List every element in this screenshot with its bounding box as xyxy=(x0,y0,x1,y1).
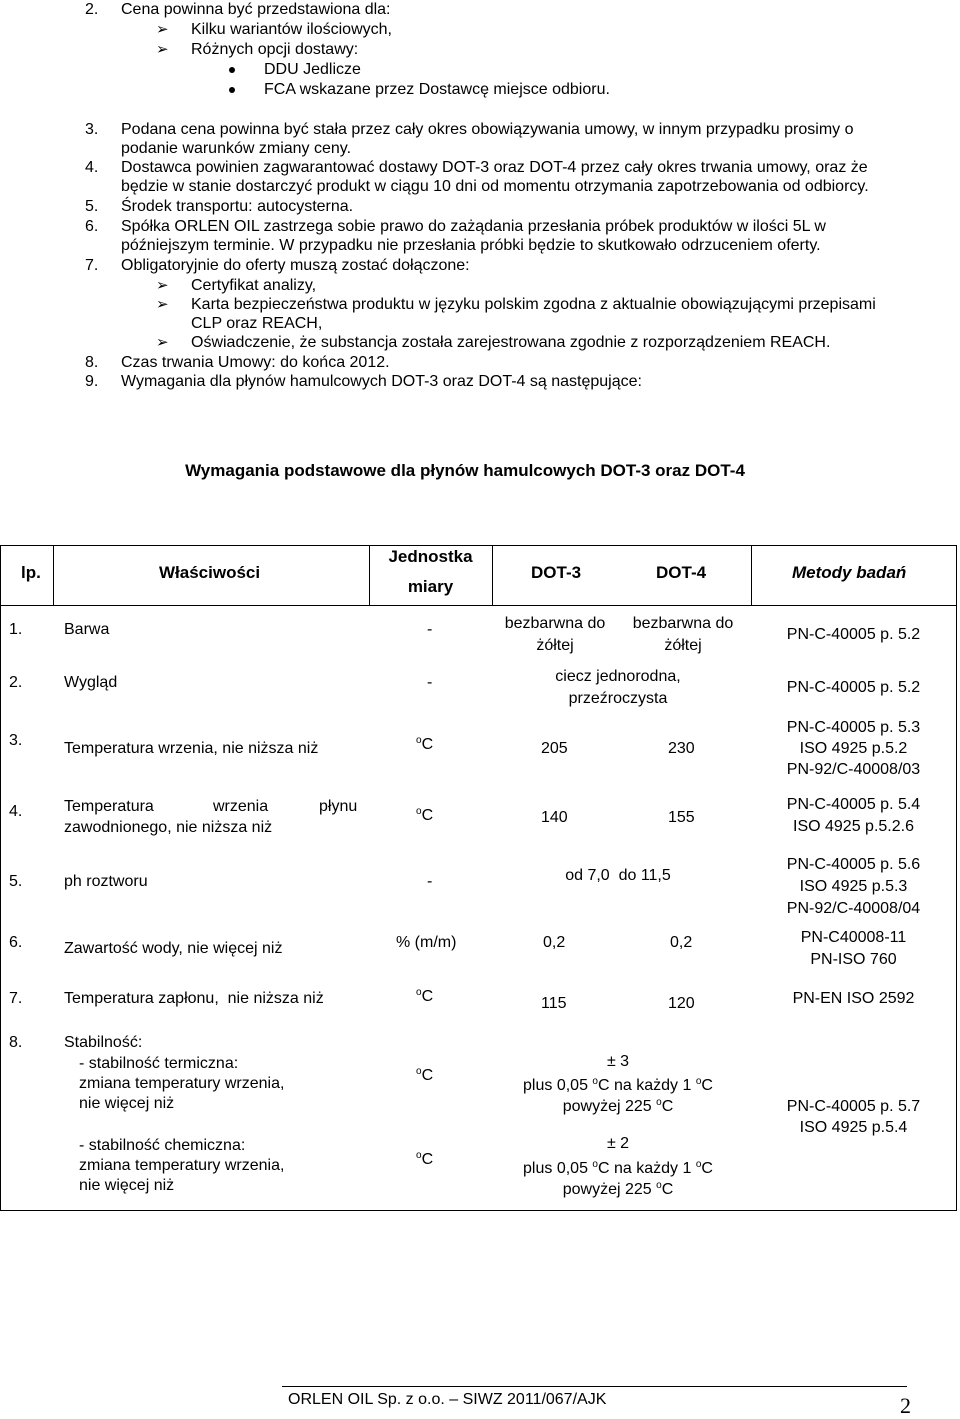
item-text: późniejszym terminie. W przypadku nie przesłania próbki będzie to skutkowało odrzuceniem oferty. xyxy=(121,237,821,254)
cell-dot3: 0,2 xyxy=(543,934,566,951)
item-number: 4. xyxy=(85,159,99,176)
cell-method: PN-EN ISO 2592 xyxy=(792,990,915,1007)
item-text: CLP oraz REACH, xyxy=(191,315,323,332)
header-lp: lp. xyxy=(21,563,41,582)
item-number: 8. xyxy=(85,354,99,371)
cell-value: powyżej 225 $^o$C xyxy=(562,1097,674,1115)
cell-unit: $^o$C xyxy=(416,806,434,824)
cell-property: Temperatura wrzenia, nie niższa niż xyxy=(64,740,319,757)
item-text: DDU Jedlicze xyxy=(264,61,361,78)
cell-method: PN-92/C-40008/04 xyxy=(786,900,921,917)
dot-bullet-icon xyxy=(229,67,235,73)
header-unit: Jednostka xyxy=(388,547,473,566)
item-text: Kilku wariantów ilościowych, xyxy=(191,21,392,38)
header-methods: Metody badań xyxy=(792,563,907,582)
cell-method: ISO 4925 p.5.2 xyxy=(799,740,908,757)
header-unit: miary xyxy=(407,577,454,596)
cell-unit: $^o$C xyxy=(416,987,434,1005)
item-text: Środek transportu: autocysterna. xyxy=(121,198,354,215)
cell-value: przeźroczysta xyxy=(568,690,668,707)
header-dot3: DOT-3 xyxy=(531,563,582,582)
item-text: Oświadczenie, że substancja została zarejestrowana zgodnie z rozporządzeniem REACH. xyxy=(191,334,831,351)
cell-method: PN-C-40005 p. 5.7 xyxy=(786,1098,921,1115)
cell-dot3: żółtej xyxy=(536,637,574,654)
header-property: Właściwości xyxy=(159,563,261,582)
cell-dot4: 0,2 xyxy=(670,934,693,951)
cell-dot4: 155 xyxy=(668,809,695,826)
cell-property: - stabilność termiczna: xyxy=(79,1055,239,1072)
cell-value: ± 3 xyxy=(606,1053,630,1070)
cell-method: PN-C40008-11 xyxy=(800,929,907,946)
cell-unit: - xyxy=(427,674,433,691)
cell-unit: $^o$C xyxy=(416,1150,434,1168)
cell-property: nie więcej niż xyxy=(79,1177,175,1194)
cell-method: ISO 4925 p.5.2.6 xyxy=(793,818,914,835)
cell-lp: 6. xyxy=(9,934,23,951)
cell-method: PN-C-40005 p. 5.4 xyxy=(786,796,921,813)
cell-value: powyżej 225 $^o$C xyxy=(562,1180,674,1198)
footer-divider xyxy=(282,1386,907,1387)
col-divider xyxy=(751,546,752,606)
cell-value: od 7,0 do 11,5 xyxy=(565,867,671,884)
dot-bullet-icon xyxy=(229,87,235,93)
cell-dot3: 115 xyxy=(541,995,567,1012)
col-divider xyxy=(53,546,54,606)
cell-property: zawodnionego, nie niższa niż xyxy=(64,819,273,836)
arrow-bullet-icon: ➢ xyxy=(156,277,169,294)
cell-property: wrzenia xyxy=(213,798,269,815)
cell-value: ciecz jednorodna, xyxy=(555,668,681,685)
item-text: podanie warunków zmiany ceny. xyxy=(121,140,352,157)
item-text: Spółka ORLEN OIL zastrzega sobie prawo do zażądania przesłania próbek produktów w ilości 5L w xyxy=(121,218,826,235)
cell-value: plus 0,05 $^o$C na każdy 1 $^o$C xyxy=(523,1159,713,1177)
item-text: będzie w stanie dostarczyć produkt w ciągu 10 dni od momentu otrzymania zapotrzebowania od odbiorcy. xyxy=(121,178,869,195)
cell-method: PN-C-40005 p. 5.3 xyxy=(786,719,921,736)
item-number: 2. xyxy=(85,1,99,18)
cell-lp: 2. xyxy=(9,674,23,691)
row-divider xyxy=(1,605,956,606)
cell-lp: 7. xyxy=(9,990,23,1007)
item-text: Karta bezpieczeństwa produktu w języku polskim zgodna z aktualnie obowiązującymi przepisami xyxy=(191,296,876,313)
item-text: Dostawca powinien zagwarantować dostawy DOT-3 oraz DOT-4 przez cały okres trwania umowy, oraz że xyxy=(121,159,868,176)
cell-dot3: bezbarwna do xyxy=(504,615,606,632)
item-number: 9. xyxy=(85,373,99,390)
item-number: 3. xyxy=(85,121,99,138)
cell-property: Temperatura xyxy=(64,798,154,815)
arrow-bullet-icon: ➢ xyxy=(156,21,169,38)
item-text: Czas trwania Umowy: do końca 2012. xyxy=(121,354,390,371)
cell-dot3: 205 xyxy=(541,740,568,757)
cell-lp: 4. xyxy=(9,803,23,820)
cell-property: zmiana temperatury wrzenia, xyxy=(79,1075,285,1092)
item-text: Cena powinna być przedstawiona dla: xyxy=(121,1,391,18)
cell-property: zmiana temperatury wrzenia, xyxy=(79,1157,285,1174)
cell-dot4: bezbarwna do xyxy=(632,615,734,632)
cell-method: ISO 4925 p.5.4 xyxy=(799,1119,908,1136)
cell-property: nie więcej niż xyxy=(79,1095,175,1112)
item-text: FCA wskazane przez Dostawcę miejsce odbioru. xyxy=(264,81,610,98)
cell-lp: 3. xyxy=(9,732,23,749)
cell-method: ISO 4925 p.5.3 xyxy=(799,878,908,895)
item-text: Certyfikat analizy, xyxy=(191,277,317,294)
arrow-bullet-icon: ➢ xyxy=(156,41,169,58)
cell-method: PN-ISO 760 xyxy=(810,951,897,968)
cell-dot4: żółtej xyxy=(664,637,702,654)
cell-property: Stabilność: xyxy=(64,1034,143,1051)
cell-dot3: 140 xyxy=(541,809,568,826)
cell-dot4: 120 xyxy=(668,995,695,1012)
cell-unit: - xyxy=(427,873,433,890)
item-number: 7. xyxy=(85,257,99,274)
cell-lp: 5. xyxy=(9,873,23,890)
cell-property: Barwa xyxy=(64,621,110,638)
cell-property: Zawartość wody, nie więcej niż xyxy=(64,940,283,957)
cell-dot4: 230 xyxy=(668,740,695,757)
footer-text: ORLEN OIL Sp. z o.o. – SIWZ 2011/067/AJK xyxy=(288,1391,607,1408)
cell-lp: 8. xyxy=(9,1034,23,1051)
cell-property: płynu xyxy=(319,798,358,815)
item-text: Obligatoryjnie do oferty muszą zostać dołączone: xyxy=(121,257,470,274)
cell-property: - stabilność chemiczna: xyxy=(79,1137,246,1154)
cell-method: PN-C-40005 p. 5.2 xyxy=(786,679,921,696)
cell-unit: $^o$C xyxy=(416,735,434,753)
cell-method: PN-C-40005 p. 5.2 xyxy=(786,626,921,643)
item-text: Podana cena powinna być stała przez cały okres obowiązywania umowy, w innym przypadku prosimy o xyxy=(121,121,854,138)
cell-lp: 1. xyxy=(9,621,23,638)
cell-unit: % (m/m) xyxy=(396,934,457,951)
cell-unit: - xyxy=(427,621,433,638)
arrow-bullet-icon: ➢ xyxy=(156,334,169,351)
cell-property: Wygląd xyxy=(64,674,118,691)
cell-method: PN-C-40005 p. 5.6 xyxy=(786,856,921,873)
item-number: 6. xyxy=(85,218,99,235)
item-text: Wymagania dla płynów hamulcowych DOT-3 oraz DOT-4 są następujące: xyxy=(121,373,642,390)
table-title: Wymagania podstawowe dla płynów hamulcowych DOT-3 oraz DOT-4 xyxy=(185,461,745,480)
arrow-bullet-icon: ➢ xyxy=(156,296,169,313)
cell-method: PN-92/C-40008/03 xyxy=(786,761,921,778)
item-number: 5. xyxy=(85,198,99,215)
cell-value: ± 2 xyxy=(606,1135,630,1152)
item-text: Różnych opcji dostawy: xyxy=(191,41,359,58)
header-dot4: DOT-4 xyxy=(656,563,707,582)
col-divider xyxy=(492,546,493,606)
requirements-table xyxy=(0,545,957,1211)
page-number: 2 xyxy=(900,1393,911,1418)
cell-property: Temperatura zapłonu, nie niższa niż xyxy=(64,990,324,1007)
cell-property: ph roztworu xyxy=(64,873,148,890)
cell-value: plus 0,05 $^o$C na każdy 1 $^o$C xyxy=(523,1076,713,1094)
cell-unit: $^o$C xyxy=(416,1066,434,1084)
